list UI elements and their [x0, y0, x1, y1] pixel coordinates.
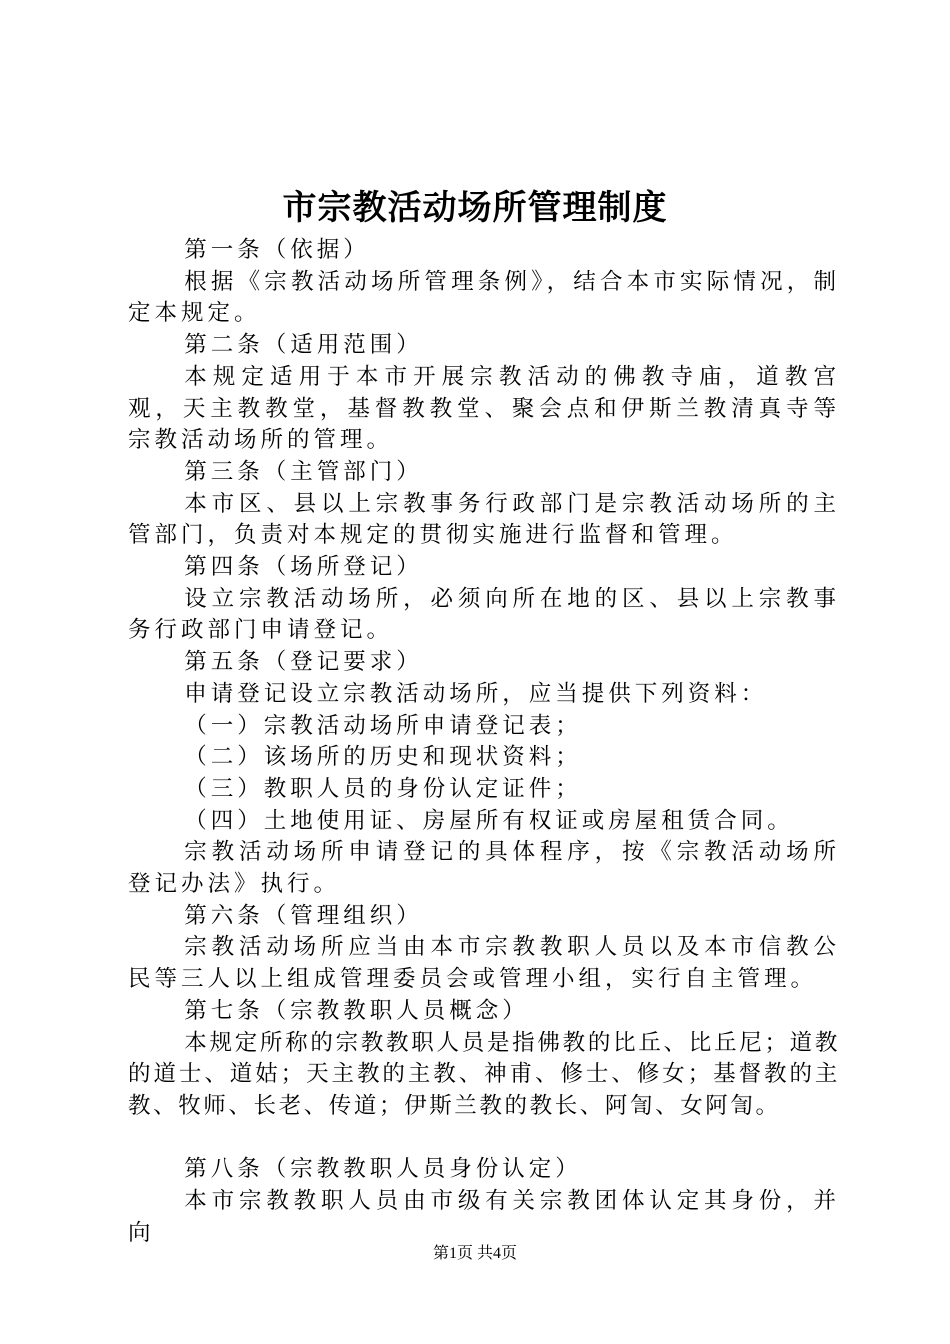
article-paragraph: 申请登记设立宗教活动场所，应当提供下列资料： — [184, 680, 768, 707]
list-item: （二）该场所的历史和现状资料； — [184, 744, 582, 771]
article-paragraph: 本市宗教教职人员由市级有关宗教团体认定其身份，并向 — [128, 1188, 840, 1246]
article-paragraph: 本市区、县以上宗教事务行政部门是宗教活动场所的主管部门，负责对本规定的贯彻实施进行监督和管理。 — [128, 490, 840, 549]
list-item: （四）土地使用证、房屋所有权证或房屋租赁合同。 — [184, 807, 794, 834]
article-heading: 第三条（主管部门） — [184, 458, 423, 485]
article-heading: 第五条（登记要求） — [184, 649, 423, 676]
list-item: （三）教职人员的身份认定证件； — [184, 775, 582, 802]
page-number-footer: 第1页 共4页 — [432, 1245, 517, 1262]
article-paragraph: 本规定所称的宗教教职人员是指佛教的比丘、比丘尼；道教的道士、道姑；天主教的主教、神甫、修士、修女；基督教的主教、牧师、长老、传道；伊斯兰教的教长、阿訇、女阿訇。 — [128, 1029, 840, 1119]
article-paragraph: 本规定适用于本市开展宗教活动的佛教寺庙，道教宫观，天主教教堂，基督教教堂、聚会点和伊斯兰教清真寺等宗教活动场所的管理。 — [128, 363, 840, 454]
article-paragraph: 设立宗教活动场所，必须向所在地的区、县以上宗教事务行政部门申请登记。 — [128, 585, 840, 644]
article-heading: 第七条（宗教教职人员概念） — [184, 997, 529, 1024]
article-heading: 第四条（场所登记） — [184, 554, 423, 581]
article-heading: 第八条（宗教教职人员身份认定） — [184, 1156, 582, 1183]
article-heading: 第一条（依据） — [184, 237, 370, 263]
article-heading: 第二条（适用范围） — [184, 332, 423, 359]
article-paragraph: 根据《宗教活动场所管理条例》，结合本市实际情况，制定本规定。 — [128, 268, 840, 327]
list-item: （一）宗教活动场所申请登记表； — [184, 712, 582, 739]
document-title: 市宗教活动场所管理制度 — [282, 188, 668, 228]
article-paragraph: 宗教活动场所应当由本市宗教教职人员以及本市信教公民等三人以上组成管理委员会或管理小组，实行自主管理。 — [128, 934, 840, 993]
document-body — [128, 235, 840, 1249]
article-paragraph: 宗教活动场所申请登记的具体程序，按《宗教活动场所登记办法》执行。 — [128, 839, 840, 898]
article-heading: 第六条（管理组织） — [184, 902, 423, 929]
